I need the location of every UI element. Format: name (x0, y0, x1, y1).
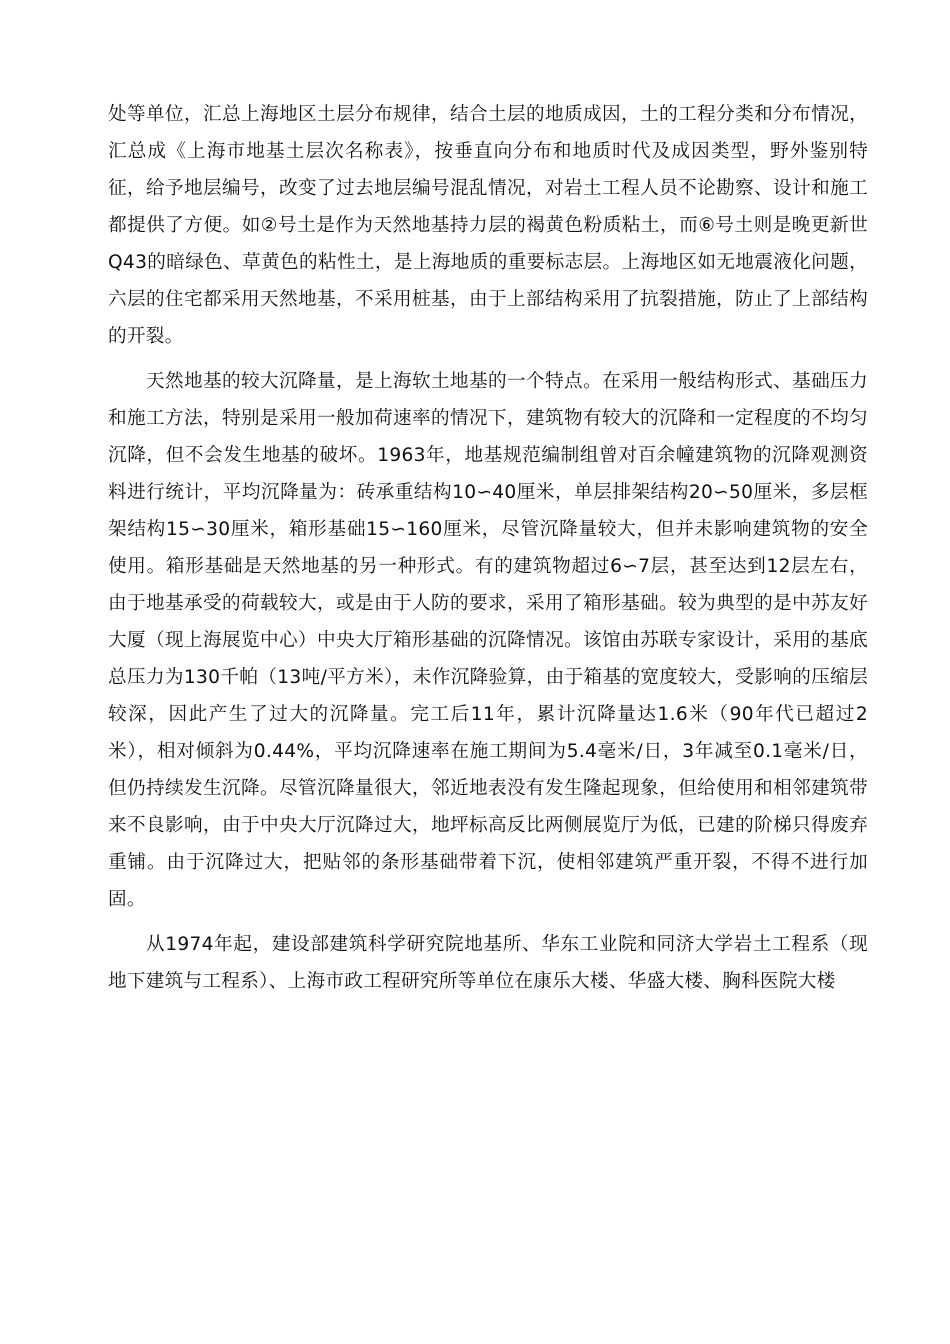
paragraph-research-1974: 从1974年起，建设部建筑科学研究院地基所、华东工业院和同济大学岩土工程系（现地下建筑与工程系）、上海市政工程研究所等单位在康乐大楼、华盛大楼、胸科医院大楼 (108, 934, 868, 992)
document-page (108, 96, 868, 1000)
paragraph-soil-layers: 处等单位，汇总上海地区土层分布规律，结合土层的地质成因，土的工程分类和分布情况，汇总成《上海市地基土层次名称表》，按垂直向分布和地质时代及成因类型，野外鉴别特征，给予地层编号，改变了过去地层编号混乱情况，对岩土工程人员不论勘察、设计和施工都提供了方便。如②号土是作为天然地基持力层的褐黄色粉质粘土，而⑥号土则是晚更新世Q43的暗绿色、草黄色的粘性土，是上海地质的重要标志层。上海地区如无地震液化问题，六层的住宅都采用天然地基，不采用桩基，由于上部结构采用了抗裂措施，防止了上部结构的开裂。 (108, 104, 868, 347)
paragraph-settlement: 天然地基的较大沉降量，是上海软土地基的一个特点。在采用一般结构形式、基础压力和施工方法，特别是采用一般加荷速率的情况下，建筑物有较大的沉降和一定程度的不均匀沉降，但不会发生地基的破坏。1963年，地基规范编制组曾对百余幢建筑物的沉降观测资料进行统计，平均沉降量为：砖承重结构10∽40厘米，单层排架结构20∽50厘米，多层框架结构15∽30厘米，箱形基础15∽160厘米，尽管沉降量较大，但并未影响建筑物的安全使用。箱形基础是天然地基的另一种形式。有的建筑物超过6∽7层，甚至达到12层左右，由于地基承受的荷载较大，或是由于人防的要求，采用了箱形基础。较为典型的是中苏友好大厦（现上海展览中心）中央大厅箱形基础的沉降情况。该馆由苏联专家设计，采用的基底总压力为130千帕（13吨/平方米），未作沉降验算，由于箱基的宽度较大，受影响的压缩层较深，因此产生了过大的沉降量。完工后11年，累计沉降量达1.6米（90年代已超过2米），相对倾斜为0.44%，平均沉降速率在施工期间为5.4毫米/日，3年减至0.1毫米/日，但仍持续发生沉降。尽管沉降量很大，邻近地表没有发生隆起现象，但给使用和相邻建筑带来不良影响，由于中央大厅沉降过大，地坪标高反比两侧展览厅为低，已建的阶梯只得废弃重铺。由于沉降过大，把贴邻的条形基础带着下沉，使相邻建筑严重开裂，不得不进行加固。 (108, 371, 868, 910)
